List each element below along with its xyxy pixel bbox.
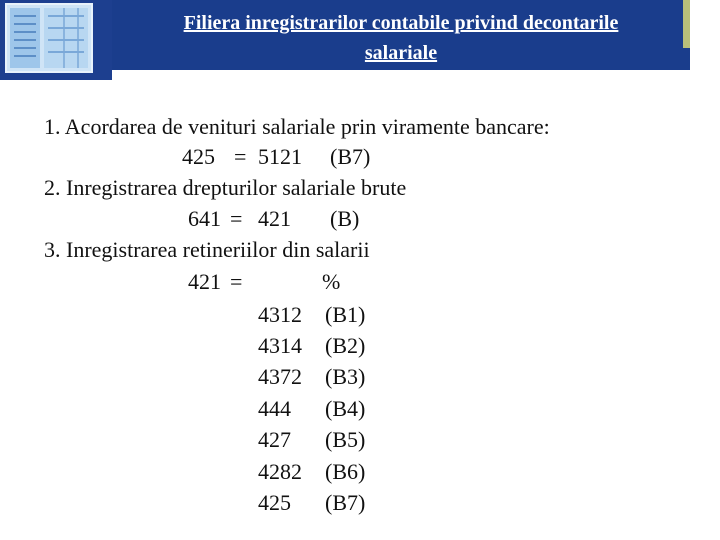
entry-reference: (B7) [325, 490, 366, 515]
list-item-1: 1. Acordarea de venituri salariale prin viramente bancare: [44, 114, 550, 139]
slide-title-line2: salariale [364, 42, 438, 64]
credit-account: 4282 [258, 459, 302, 484]
percent-sign: % [322, 269, 341, 294]
entry-reference: (B6) [325, 459, 366, 484]
equals-sign: = [234, 144, 247, 169]
debit-account: 421 [188, 269, 221, 294]
credit-account: 5121 [258, 144, 302, 169]
credit-account: 4312 [258, 302, 302, 327]
credit-row [0, 425, 720, 455]
journal-entry-1 [0, 142, 720, 172]
entry-reference: (B4) [325, 396, 366, 421]
entry-reference: (B7) [330, 144, 371, 169]
credit-account: 4372 [258, 364, 302, 389]
slide-title [112, 0, 690, 70]
debit-account: 425 [182, 144, 215, 169]
credit-account: 427 [258, 427, 291, 452]
journal-entry-2 [0, 204, 720, 234]
entry-reference: (B5) [325, 427, 366, 452]
monitor-logo-icon [0, 0, 100, 80]
credit-row [0, 457, 720, 487]
credit-row [0, 394, 720, 424]
debit-account: 641 [188, 206, 221, 231]
credit-account: 4314 [258, 333, 302, 358]
header-left-panel [0, 0, 112, 80]
entry-reference: (B) [330, 206, 360, 231]
credit-account: 444 [258, 396, 291, 421]
credit-row [0, 362, 720, 392]
entry-reference: (B1) [325, 302, 366, 327]
credit-row [0, 331, 720, 361]
list-item-3: 3. Inregistrarea retineriilor din salarii [44, 237, 370, 262]
entry-reference: (B2) [325, 333, 366, 358]
entry-reference: (B3) [325, 364, 366, 389]
equals-sign: = [230, 269, 243, 294]
credit-account: 421 [258, 206, 291, 231]
credit-row [0, 488, 720, 518]
credit-account: 425 [258, 490, 291, 515]
equals-sign: = [230, 206, 243, 231]
header-right-strip [690, 0, 720, 70]
accent-bar [683, 0, 690, 48]
credit-row [0, 300, 720, 330]
list-item-2: 2. Inregistrarea drepturilor salariale brute [44, 175, 407, 200]
slide-header [0, 0, 720, 80]
slide-body [0, 110, 720, 530]
slide-title-line1: Filiera inregistrarilor contabile privind decontarile [183, 12, 619, 34]
journal-entry-3 [0, 267, 720, 297]
